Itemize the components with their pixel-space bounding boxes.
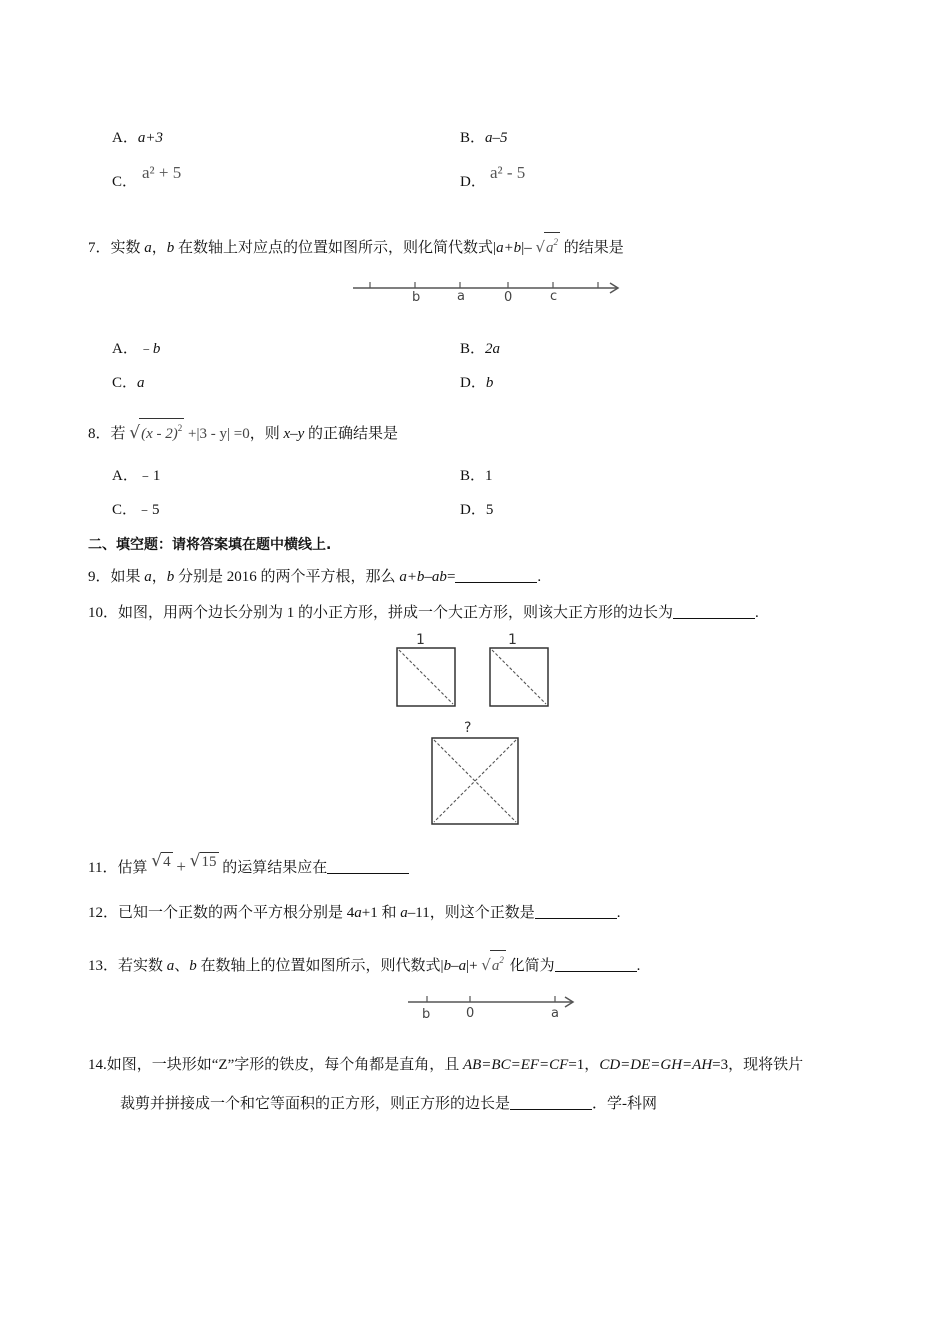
- q10-squares-figure: [390, 628, 560, 830]
- q11-answer-blank[interactable]: [327, 859, 409, 874]
- q12-stem: 12．已知一个正数的两个平方根分别是 4a+1 和 a–11，则这个正数是 .: [88, 905, 621, 921]
- q6-option-c: C．: [112, 174, 138, 190]
- q8-option-d: D．5: [460, 502, 494, 518]
- q9-answer-blank[interactable]: [455, 568, 537, 583]
- q8-stem: 8．若 √(x - 2)$^2$ +|3 - y| =0，则 x–y 的正确结果是: [88, 418, 398, 444]
- q7-stem: 7．实数 a，b 在数轴上对应点的位置如图所示，则化简代数式|a+b|– $√a^2$ 的结果是: [88, 232, 624, 258]
- q13-stem: 13．若实数 a、b 在数轴上的位置如图所示，则代数式$|b-a|+ √a^2$ 化简为 .: [88, 950, 640, 976]
- q9-stem: 9．如果 a，b 分别是 2016 的两个平方根，那么 a+b–ab= .: [88, 569, 542, 585]
- q10-label-1a: 1: [416, 632, 425, 648]
- q6-option-c-expr: a² + 5: [142, 163, 182, 182]
- q13-axis-label-0: 0: [466, 1006, 475, 1021]
- q12-answer-blank[interactable]: [535, 904, 617, 919]
- q7-option-c: C．a: [112, 375, 145, 391]
- q7-option-b: B．2a: [460, 341, 501, 357]
- q6-option-d-expr: a² - 5: [490, 163, 526, 182]
- q14-stem-line1: 14.如图，一块形如“Z”字形的铁皮，每个角都是直角，且 AB=BC=EF=CF=1，CD=DE=GH=AH=3，现将铁片: [88, 1057, 804, 1073]
- q14-answer-blank[interactable]: [510, 1095, 592, 1110]
- q10-label-question: ?: [464, 720, 472, 736]
- q13-answer-blank[interactable]: [555, 957, 637, 972]
- q10-label-1b: 1: [508, 632, 517, 648]
- q13-number-line: [405, 990, 580, 1022]
- section2-title: 二、填空题：请将答案填在题中横线上.: [88, 537, 332, 553]
- q6-option-d: D．: [460, 174, 486, 190]
- q7-axis-label-c: c: [550, 289, 558, 304]
- q10-stem: 10．如图，用两个边长分别为 1 的小正方形，拼成一个大正方形，则该大正方形的边长为 .: [88, 605, 759, 621]
- q7-option-d: D．b: [460, 375, 494, 391]
- q7-number-line: [350, 274, 625, 304]
- q8-option-a: A．﹣1: [112, 468, 161, 484]
- q7-axis-label-a: a: [457, 289, 465, 304]
- q7-option-a: A．﹣b: [112, 341, 161, 357]
- q6-option-b: B．a–5: [460, 130, 508, 146]
- q7-axis-label-0: 0: [504, 290, 513, 304]
- q8-option-b: B．1: [460, 468, 493, 484]
- q13-axis-label-b: b: [422, 1007, 431, 1022]
- q11-stem: 11．估算 √4 + √15 的运算结果应在: [88, 857, 409, 878]
- q13-axis-label-a: a: [551, 1006, 559, 1021]
- q8-option-c: C．﹣5: [112, 502, 160, 518]
- q7-axis-label-b: b: [412, 290, 421, 304]
- q10-answer-blank[interactable]: [673, 604, 755, 619]
- q6-option-a: A．a+3: [112, 130, 163, 146]
- q14-stem-line2: 裁剪并拼接成一个和它等面积的正方形，则正方形的边长是 ．学-科网: [120, 1096, 658, 1112]
